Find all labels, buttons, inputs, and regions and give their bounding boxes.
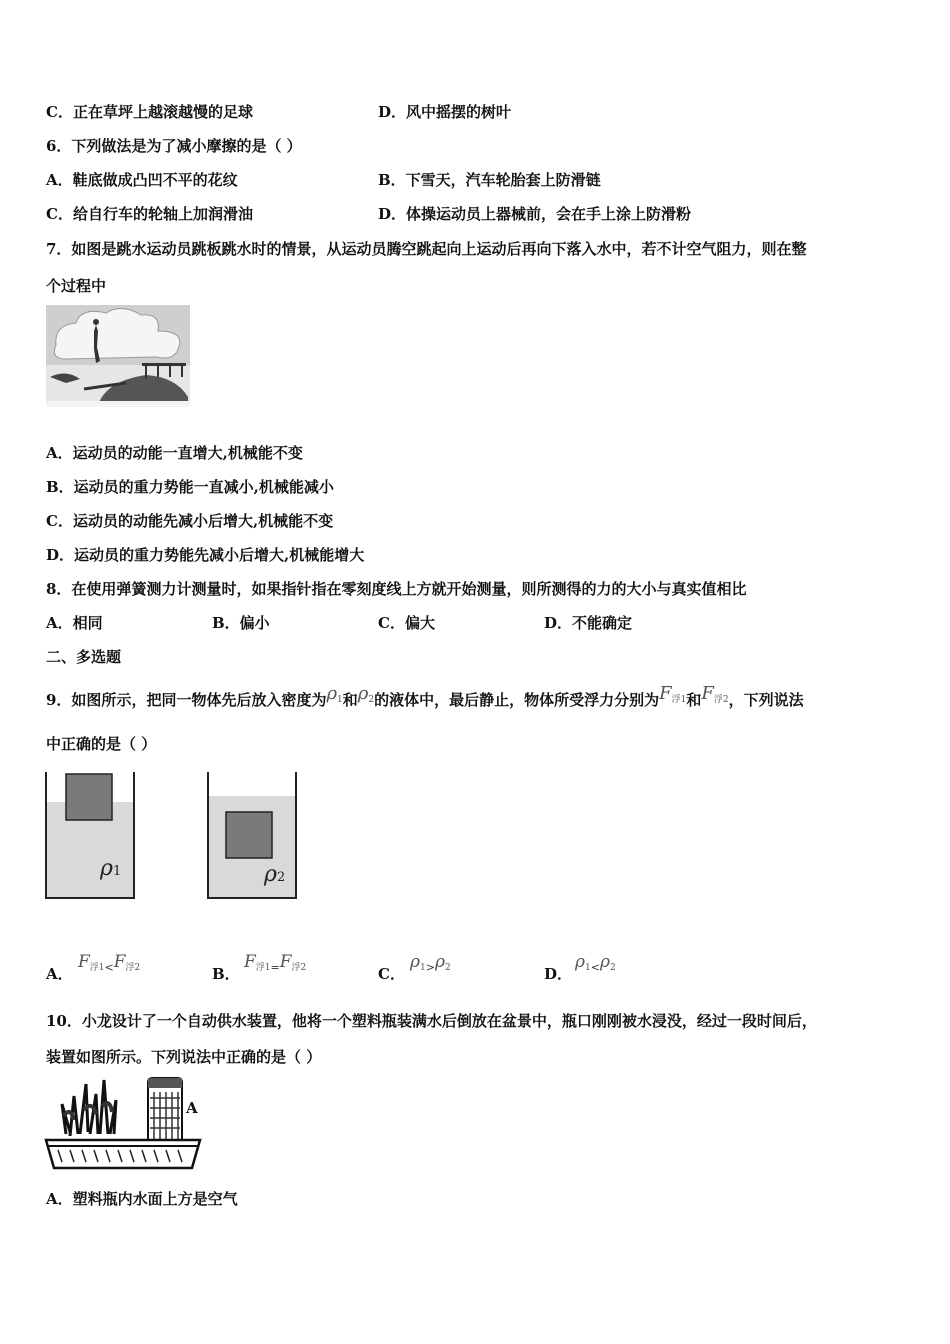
q6-option-a: A．鞋底做成凸凹不平的花纹: [46, 171, 238, 189]
rel: <: [590, 961, 600, 974]
sub: 浮1: [671, 695, 687, 705]
rho1-symbol: [326, 683, 342, 704]
sub: 2: [276, 870, 286, 885]
q9-option-a-letter: A．: [46, 965, 73, 983]
rho: ρ: [326, 683, 338, 704]
rho: ρ: [434, 952, 445, 972]
sub: 浮2: [291, 963, 307, 973]
sub: 浮2: [125, 963, 141, 973]
sub: 2: [368, 695, 375, 705]
q9-option-c-letter: C．: [378, 965, 405, 983]
q5-option-c: C．正在草坪上越滚越慢的足球: [46, 103, 253, 121]
rel: =: [270, 961, 280, 974]
q10-stem-line1: 10．小龙设计了一个自动供水装置，他将一个塑料瓶装满水后倒放在盆景中，瓶口刚刚被水浸没，经过一段时间后，: [46, 1012, 817, 1030]
beaker1-label: [100, 856, 121, 881]
rho: ρ: [410, 952, 420, 972]
q7-option-d: D．运动员的重力势能先减小后增大,机械能增大: [46, 546, 365, 564]
rho: ρ: [264, 862, 277, 887]
section-title: 二、多选题: [46, 648, 122, 666]
diving-figure: [46, 305, 190, 407]
q9-and1: 和: [342, 691, 358, 709]
q6-option-d: D．体操运动员上器械前，会在手上涂上防滑粉: [378, 205, 692, 223]
F: F: [113, 952, 126, 972]
q9-stem-line1: [46, 684, 804, 710]
q9-option-c-math: [410, 952, 451, 974]
q10-option-a: A．塑料瓶内水面上方是空气: [46, 1190, 238, 1208]
F: F: [659, 683, 672, 704]
rho2-symbol: [358, 683, 374, 704]
q9-stem-part1: 9．如图所示，把同一物体先后放入密度为: [46, 691, 327, 709]
rho: ρ: [100, 856, 113, 881]
q8-option-a: A．相同: [46, 614, 103, 632]
q10-stem-line2: 装置如图所示。下列说法中正确的是（ ）: [46, 1048, 322, 1066]
sub: 1: [420, 963, 426, 973]
rho: ρ: [575, 952, 585, 972]
sub: 2: [444, 963, 451, 973]
F: F: [279, 952, 292, 972]
q7-stem-line2: 个过程中: [46, 277, 107, 295]
F: F: [244, 952, 256, 972]
q9-and2: 和: [686, 691, 702, 709]
q9-stem-part2: 的液体中，最后静止，物体所受浮力分别为: [374, 691, 660, 709]
q9-option-b-math: [244, 952, 306, 974]
sub: 1: [585, 963, 591, 973]
q8-option-d: D．不能确定: [544, 614, 633, 632]
f2-symbol: [701, 683, 728, 704]
q6-stem: 6．下列做法是为了减小摩擦的是（ ）: [46, 137, 302, 155]
beaker2-label: [264, 862, 285, 887]
q7-option-b: B．运动员的重力势能一直减小,机械能减小: [46, 478, 334, 496]
q8-option-b: B．偏小: [212, 614, 270, 632]
sub: 1: [112, 864, 122, 879]
q9-option-d-math: [575, 952, 616, 974]
sub: 浮1: [89, 963, 105, 973]
F: F: [701, 683, 714, 704]
rho: ρ: [357, 683, 369, 704]
q7-stem-line1: 7．如图是跳水运动员跳板跳水时的情景，从运动员腾空跳起向上运动后再向下落入水中，若不计空气阻力，则在整: [46, 240, 807, 258]
q8-option-c: C．偏大: [378, 614, 435, 632]
bottle-label-a: A: [186, 1099, 198, 1117]
q9-option-b-letter: B．: [212, 965, 240, 983]
F: F: [78, 952, 90, 972]
q9-stem-line2: 中正确的是（ ）: [46, 735, 157, 753]
sub: 浮1: [255, 963, 271, 973]
q9-option-a-math: [78, 952, 140, 974]
q7-option-c: C．运动员的动能先减小后增大,机械能不变: [46, 512, 334, 530]
q8-stem: 8．在使用弹簧测力计测量时，如果指针指在零刻度线上方就开始测量，则所测得的力的大小与真实值相比: [46, 580, 747, 598]
q9-option-d-letter: D．: [544, 965, 573, 983]
sub: 2: [609, 963, 616, 973]
q5-option-d: D．风中摇摆的树叶: [378, 103, 512, 121]
sub: 浮2: [713, 695, 729, 705]
sub: 1: [337, 695, 343, 705]
q6-option-b: B．下雪天，汽车轮胎套上防滑链: [378, 171, 601, 189]
water-supply-figure: [44, 1076, 202, 1174]
rel: >: [425, 961, 435, 974]
f1-symbol: [659, 683, 686, 704]
q7-option-a: A．运动员的动能一直增大,机械能不变: [46, 444, 303, 462]
rel: <: [104, 961, 114, 974]
rho: ρ: [599, 952, 610, 972]
q6-option-c: C．给自行车的轮轴上加润滑油: [46, 205, 253, 223]
q9-stem-part3: ，下列说法: [728, 691, 804, 709]
